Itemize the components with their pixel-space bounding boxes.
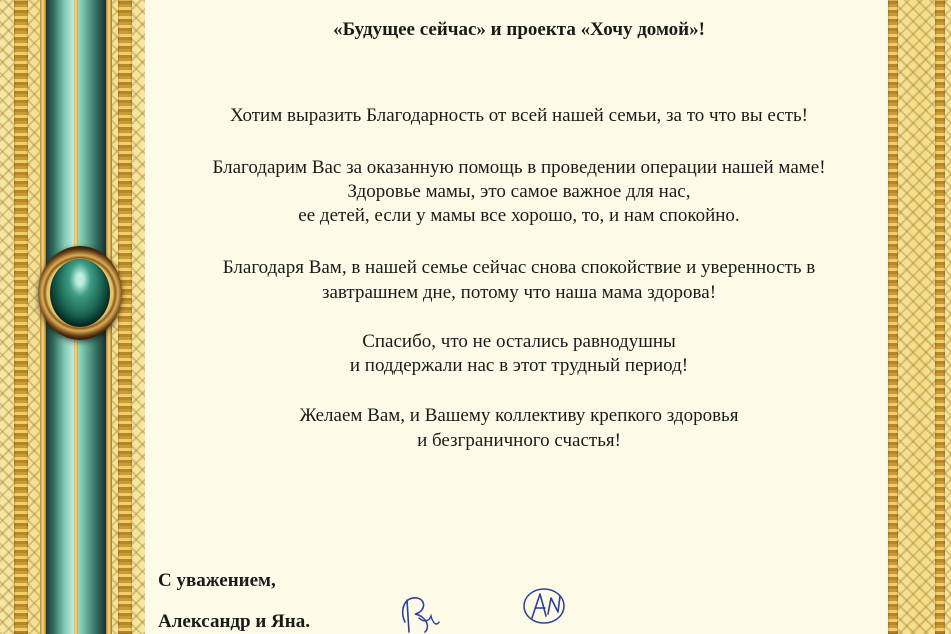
paragraph-3-line-1: Благодаря Вам, в нашей семье сейчас снова спокойствие и уверенность в (222, 257, 816, 278)
medallion-gem (50, 259, 110, 327)
letter-body (150, 0, 888, 634)
gold-trim-strip (14, 0, 28, 634)
gold-trim-strip (888, 0, 898, 634)
paragraph-5-line-1: Желаем Вам, и Вашему коллективу крепкого здоровья (299, 405, 739, 426)
paragraph-4-line-1: Спасибо, что не остались равнодушны (362, 331, 676, 352)
paragraph-4-line-2: и поддержали нас в этот трудный период! (349, 355, 689, 376)
paragraph-2-line-2: Здоровье мамы, это самое важное для нас, (347, 181, 691, 202)
paragraph-2-line-3: ее детей, если у мамы все хорошо, то, и нам спокойно. (298, 205, 740, 226)
closing-regards: С уважением, (158, 570, 276, 591)
paragraph-3-line-2: завтрашнем дне, потому что наша мама здорова! (321, 282, 717, 303)
projects-heading: «Будущее сейчас» и проекта «Хочу домой»! (333, 19, 705, 40)
gold-trim-strip (118, 0, 132, 634)
signature-2 (518, 584, 570, 630)
paragraph-2-line-1: Благодарим Вас за оказанную помощь в проведении операции нашей маме! (212, 157, 826, 178)
paragraph-5-line-2: и безграничного счастья! (417, 430, 621, 451)
paragraph-1: Хотим выразить Благодарность от всей нашей семьи, за то что вы есть! (229, 105, 808, 126)
gold-trim-strip (935, 0, 945, 634)
closing-names: Александр и Яна. (158, 611, 310, 632)
signature-1 (395, 592, 445, 634)
